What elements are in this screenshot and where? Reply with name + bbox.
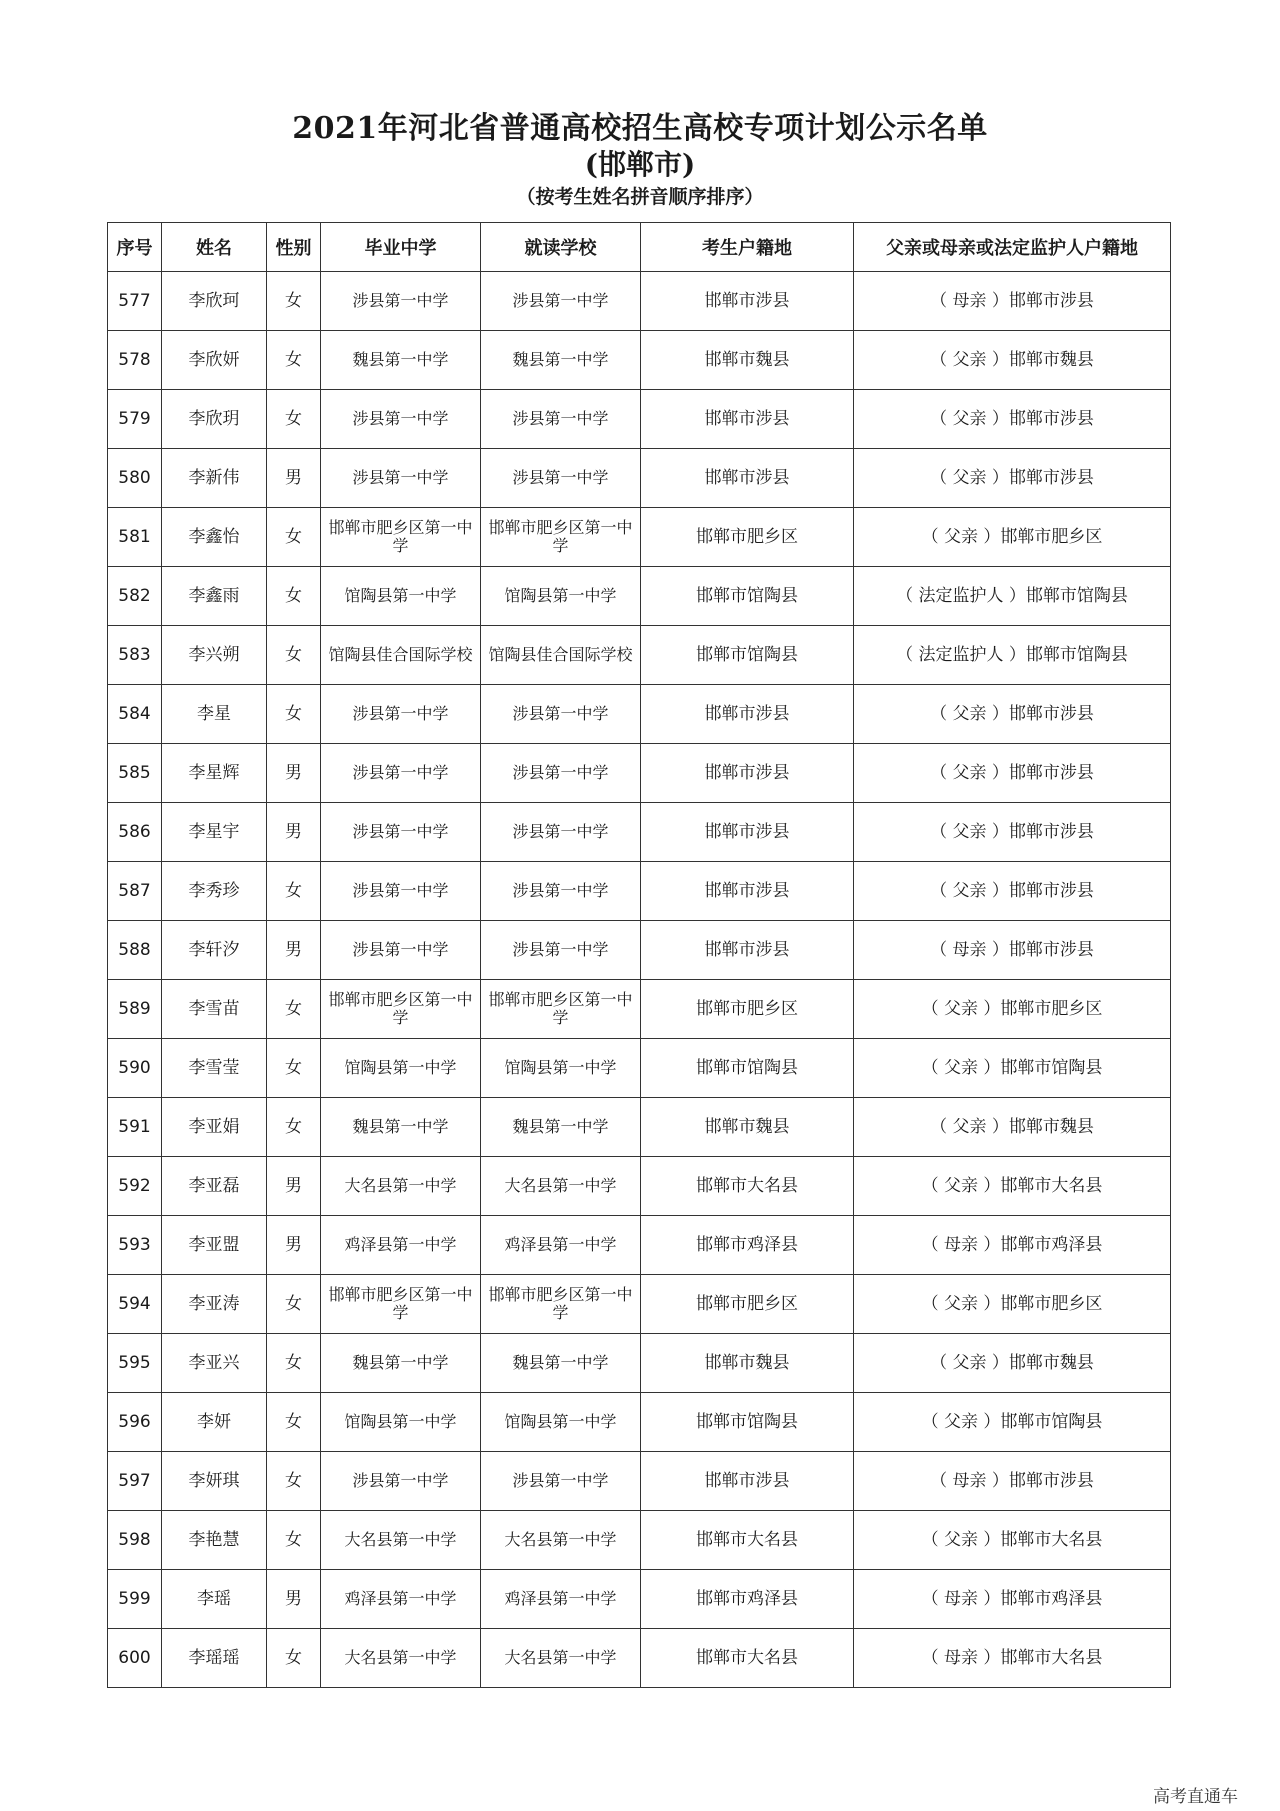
table-row — [108, 1157, 1171, 1216]
cell-name: 李亚盟 — [162, 1216, 267, 1275]
cell-index: 587 — [108, 862, 162, 921]
cell-gender: 男 — [267, 1216, 321, 1275]
cell-index: 599 — [108, 1570, 162, 1629]
cell-index: 588 — [108, 921, 162, 980]
cell-gender: 女 — [267, 1334, 321, 1393]
cell-gender: 女 — [267, 980, 321, 1039]
cell-name: 李鑫怡 — [162, 508, 267, 567]
table-row — [108, 1334, 1171, 1393]
cell-parent-household: （ 母亲 ）邯郸市涉县 — [854, 272, 1171, 331]
cell-name: 李星宇 — [162, 803, 267, 862]
cell-parent-household: （ 父亲 ）邯郸市涉县 — [854, 449, 1171, 508]
cell-household: 邯郸市肥乡区 — [641, 508, 854, 567]
table-row — [108, 1393, 1171, 1452]
cell-household: 邯郸市鸡泽县 — [641, 1570, 854, 1629]
cell-index: 584 — [108, 685, 162, 744]
cell-graduate-school: 涉县第一中学 — [321, 744, 481, 803]
cell-gender: 女 — [267, 331, 321, 390]
cell-graduate-school: 魏县第一中学 — [321, 331, 481, 390]
cell-name: 李雪莹 — [162, 1039, 267, 1098]
cell-household: 邯郸市馆陶县 — [641, 1039, 854, 1098]
cell-parent-household: （ 父亲 ）邯郸市馆陶县 — [854, 1039, 1171, 1098]
cell-household: 邯郸市大名县 — [641, 1157, 854, 1216]
cell-gender: 男 — [267, 921, 321, 980]
cell-index: 589 — [108, 980, 162, 1039]
col-header-graduate-school: 毕业中学 — [321, 223, 481, 272]
cell-parent-household: （ 父亲 ）邯郸市魏县 — [854, 1098, 1171, 1157]
cell-index: 592 — [108, 1157, 162, 1216]
table-row — [108, 862, 1171, 921]
cell-gender: 女 — [267, 685, 321, 744]
table-row — [108, 744, 1171, 803]
cell-graduate-school: 大名县第一中学 — [321, 1511, 481, 1570]
cell-graduate-school: 涉县第一中学 — [321, 449, 481, 508]
cell-gender: 女 — [267, 1511, 321, 1570]
cell-household: 邯郸市馆陶县 — [641, 626, 854, 685]
cell-gender: 女 — [267, 567, 321, 626]
cell-index: 582 — [108, 567, 162, 626]
cell-graduate-school: 魏县第一中学 — [321, 1334, 481, 1393]
cell-index: 595 — [108, 1334, 162, 1393]
cell-name: 李欣珂 — [162, 272, 267, 331]
cell-household: 邯郸市涉县 — [641, 921, 854, 980]
cell-graduate-school: 涉县第一中学 — [321, 921, 481, 980]
cell-name: 李亚涛 — [162, 1275, 267, 1334]
cell-parent-household: （ 父亲 ）邯郸市魏县 — [854, 331, 1171, 390]
cell-parent-household: （ 母亲 ）邯郸市大名县 — [854, 1629, 1171, 1688]
cell-gender: 男 — [267, 744, 321, 803]
cell-graduate-school: 馆陶县佳合国际学校 — [321, 626, 481, 685]
cell-index: 600 — [108, 1629, 162, 1688]
admission-list-table — [107, 222, 1171, 1688]
cell-current-school: 大名县第一中学 — [481, 1511, 641, 1570]
table-row — [108, 626, 1171, 685]
cell-name: 李艳慧 — [162, 1511, 267, 1570]
cell-graduate-school: 大名县第一中学 — [321, 1629, 481, 1688]
cell-gender: 女 — [267, 1275, 321, 1334]
table-header-row — [108, 223, 1171, 272]
sort-note: （按考生姓名拼音顺序排序） — [516, 186, 764, 208]
cell-current-school: 鸡泽县第一中学 — [481, 1570, 641, 1629]
cell-gender: 女 — [267, 1098, 321, 1157]
cell-index: 580 — [108, 449, 162, 508]
cell-current-school: 馆陶县第一中学 — [481, 567, 641, 626]
cell-name: 李妍 — [162, 1393, 267, 1452]
cell-current-school: 大名县第一中学 — [481, 1629, 641, 1688]
cell-name: 李瑶瑶 — [162, 1629, 267, 1688]
cell-parent-household: （ 父亲 ）邯郸市魏县 — [854, 1334, 1171, 1393]
cell-household: 邯郸市涉县 — [641, 272, 854, 331]
cell-index: 581 — [108, 508, 162, 567]
table-row — [108, 1570, 1171, 1629]
table-row — [108, 1511, 1171, 1570]
table-row — [108, 1216, 1171, 1275]
cell-index: 579 — [108, 390, 162, 449]
cell-index: 593 — [108, 1216, 162, 1275]
cell-current-school: 馆陶县佳合国际学校 — [481, 626, 641, 685]
cell-gender: 女 — [267, 626, 321, 685]
cell-parent-household: （ 父亲 ）邯郸市大名县 — [854, 1511, 1171, 1570]
cell-current-school: 涉县第一中学 — [481, 272, 641, 331]
cell-name: 李亚磊 — [162, 1157, 267, 1216]
cell-parent-household: （ 父亲 ）邯郸市肥乡区 — [854, 980, 1171, 1039]
cell-graduate-school: 馆陶县第一中学 — [321, 567, 481, 626]
table-row — [108, 803, 1171, 862]
cell-gender: 女 — [267, 272, 321, 331]
cell-graduate-school: 邯郸市肥乡区第一中学 — [321, 508, 481, 567]
cell-graduate-school: 涉县第一中学 — [321, 803, 481, 862]
cell-current-school: 涉县第一中学 — [481, 862, 641, 921]
cell-household: 邯郸市大名县 — [641, 1511, 854, 1570]
cell-index: 594 — [108, 1275, 162, 1334]
cell-graduate-school: 邯郸市肥乡区第一中学 — [321, 980, 481, 1039]
cell-current-school: 鸡泽县第一中学 — [481, 1216, 641, 1275]
page-title: 2021年河北省普通高校招生高校专项计划公示名单 — [292, 111, 988, 146]
cell-index: 578 — [108, 331, 162, 390]
cell-parent-household: （ 母亲 ）邯郸市鸡泽县 — [854, 1216, 1171, 1275]
cell-parent-household: （ 父亲 ）邯郸市肥乡区 — [854, 1275, 1171, 1334]
cell-graduate-school: 涉县第一中学 — [321, 1452, 481, 1511]
cell-household: 邯郸市魏县 — [641, 1098, 854, 1157]
cell-index: 583 — [108, 626, 162, 685]
cell-household: 邯郸市肥乡区 — [641, 980, 854, 1039]
cell-current-school: 邯郸市肥乡区第一中学 — [481, 508, 641, 567]
cell-household: 邯郸市涉县 — [641, 803, 854, 862]
col-header-index: 序号 — [108, 223, 162, 272]
cell-parent-household: （ 父亲 ）邯郸市涉县 — [854, 803, 1171, 862]
cell-graduate-school: 涉县第一中学 — [321, 272, 481, 331]
cell-current-school: 涉县第一中学 — [481, 803, 641, 862]
cell-parent-household: （ 父亲 ）邯郸市肥乡区 — [854, 508, 1171, 567]
page-subtitle: (邯郸市) — [584, 148, 696, 181]
cell-index: 596 — [108, 1393, 162, 1452]
table-row — [108, 685, 1171, 744]
cell-household: 邯郸市涉县 — [641, 449, 854, 508]
cell-parent-household: （ 父亲 ）邯郸市馆陶县 — [854, 1393, 1171, 1452]
cell-parent-household: （ 父亲 ）邯郸市大名县 — [854, 1157, 1171, 1216]
cell-parent-household: （ 母亲 ）邯郸市涉县 — [854, 1452, 1171, 1511]
cell-household: 邯郸市涉县 — [641, 744, 854, 803]
cell-parent-household: （ 父亲 ）邯郸市涉县 — [854, 390, 1171, 449]
cell-current-school: 馆陶县第一中学 — [481, 1039, 641, 1098]
cell-current-school: 魏县第一中学 — [481, 1334, 641, 1393]
cell-gender: 男 — [267, 803, 321, 862]
table-row — [108, 1452, 1171, 1511]
col-header-current-school: 就读学校 — [481, 223, 641, 272]
cell-household: 邯郸市鸡泽县 — [641, 1216, 854, 1275]
cell-index: 585 — [108, 744, 162, 803]
table-row — [108, 508, 1171, 567]
cell-gender: 女 — [267, 1452, 321, 1511]
cell-graduate-school: 大名县第一中学 — [321, 1157, 481, 1216]
cell-current-school: 魏县第一中学 — [481, 331, 641, 390]
table-row — [108, 331, 1171, 390]
cell-name: 李轩汐 — [162, 921, 267, 980]
cell-graduate-school: 馆陶县第一中学 — [321, 1393, 481, 1452]
cell-household: 邯郸市馆陶县 — [641, 567, 854, 626]
cell-parent-household: （ 母亲 ）邯郸市鸡泽县 — [854, 1570, 1171, 1629]
table-row — [108, 1039, 1171, 1098]
table-row — [108, 980, 1171, 1039]
cell-index: 591 — [108, 1098, 162, 1157]
cell-household: 邯郸市魏县 — [641, 1334, 854, 1393]
cell-current-school: 涉县第一中学 — [481, 685, 641, 744]
cell-current-school: 魏县第一中学 — [481, 1098, 641, 1157]
cell-household: 邯郸市涉县 — [641, 685, 854, 744]
cell-index: 586 — [108, 803, 162, 862]
cell-current-school: 涉县第一中学 — [481, 921, 641, 980]
cell-name: 李星 — [162, 685, 267, 744]
col-header-parent-household: 父亲或母亲或法定监护人户籍地 — [854, 223, 1171, 272]
cell-graduate-school: 鸡泽县第一中学 — [321, 1570, 481, 1629]
cell-current-school: 涉县第一中学 — [481, 1452, 641, 1511]
cell-current-school: 馆陶县第一中学 — [481, 1393, 641, 1452]
cell-parent-household: （ 父亲 ）邯郸市涉县 — [854, 685, 1171, 744]
table-row — [108, 1275, 1171, 1334]
cell-current-school: 大名县第一中学 — [481, 1157, 641, 1216]
cell-gender: 女 — [267, 1629, 321, 1688]
col-header-name: 姓名 — [162, 223, 267, 272]
cell-name: 李鑫雨 — [162, 567, 267, 626]
cell-parent-household: （ 父亲 ）邯郸市涉县 — [854, 744, 1171, 803]
cell-parent-household: （ 父亲 ）邯郸市涉县 — [854, 862, 1171, 921]
table-row — [108, 567, 1171, 626]
cell-name: 李星辉 — [162, 744, 267, 803]
cell-household: 邯郸市涉县 — [641, 390, 854, 449]
cell-graduate-school: 鸡泽县第一中学 — [321, 1216, 481, 1275]
col-header-household: 考生户籍地 — [641, 223, 854, 272]
cell-index: 590 — [108, 1039, 162, 1098]
cell-graduate-school: 馆陶县第一中学 — [321, 1039, 481, 1098]
cell-graduate-school: 魏县第一中学 — [321, 1098, 481, 1157]
table-row — [108, 272, 1171, 331]
cell-name: 李欣妍 — [162, 331, 267, 390]
cell-household: 邯郸市涉县 — [641, 1452, 854, 1511]
cell-current-school: 涉县第一中学 — [481, 744, 641, 803]
cell-name: 李亚兴 — [162, 1334, 267, 1393]
cell-gender: 男 — [267, 449, 321, 508]
cell-household: 邯郸市涉县 — [641, 862, 854, 921]
cell-name: 李新伟 — [162, 449, 267, 508]
cell-parent-household: （ 法定监护人 ）邯郸市馆陶县 — [854, 626, 1171, 685]
cell-name: 李雪苗 — [162, 980, 267, 1039]
cell-gender: 女 — [267, 390, 321, 449]
table-row — [108, 449, 1171, 508]
cell-name: 李瑶 — [162, 1570, 267, 1629]
cell-name: 李欣玥 — [162, 390, 267, 449]
cell-index: 597 — [108, 1452, 162, 1511]
table-row — [108, 1098, 1171, 1157]
cell-graduate-school: 邯郸市肥乡区第一中学 — [321, 1275, 481, 1334]
cell-current-school: 涉县第一中学 — [481, 390, 641, 449]
cell-index: 577 — [108, 272, 162, 331]
cell-parent-household: （ 法定监护人 ）邯郸市馆陶县 — [854, 567, 1171, 626]
cell-graduate-school: 涉县第一中学 — [321, 685, 481, 744]
cell-household: 邯郸市馆陶县 — [641, 1393, 854, 1452]
col-header-gender: 性别 — [267, 223, 321, 272]
table-row — [108, 921, 1171, 980]
table-row — [108, 390, 1171, 449]
cell-household: 邯郸市肥乡区 — [641, 1275, 854, 1334]
cell-gender: 男 — [267, 1570, 321, 1629]
cell-name: 李秀珍 — [162, 862, 267, 921]
cell-graduate-school: 涉县第一中学 — [321, 862, 481, 921]
cell-graduate-school: 涉县第一中学 — [321, 390, 481, 449]
cell-household: 邯郸市魏县 — [641, 331, 854, 390]
footer-watermark: 高考直通车 — [1153, 1787, 1238, 1807]
cell-gender: 女 — [267, 862, 321, 921]
cell-name: 李兴朔 — [162, 626, 267, 685]
cell-household: 邯郸市大名县 — [641, 1629, 854, 1688]
cell-gender: 男 — [267, 1157, 321, 1216]
table-row — [108, 1629, 1171, 1688]
cell-parent-household: （ 母亲 ）邯郸市涉县 — [854, 921, 1171, 980]
cell-current-school: 邯郸市肥乡区第一中学 — [481, 980, 641, 1039]
cell-current-school: 涉县第一中学 — [481, 449, 641, 508]
cell-gender: 女 — [267, 1393, 321, 1452]
cell-index: 598 — [108, 1511, 162, 1570]
cell-gender: 女 — [267, 508, 321, 567]
cell-current-school: 邯郸市肥乡区第一中学 — [481, 1275, 641, 1334]
cell-name: 李亚娟 — [162, 1098, 267, 1157]
cell-gender: 女 — [267, 1039, 321, 1098]
table-body — [108, 272, 1171, 1688]
cell-name: 李妍琪 — [162, 1452, 267, 1511]
